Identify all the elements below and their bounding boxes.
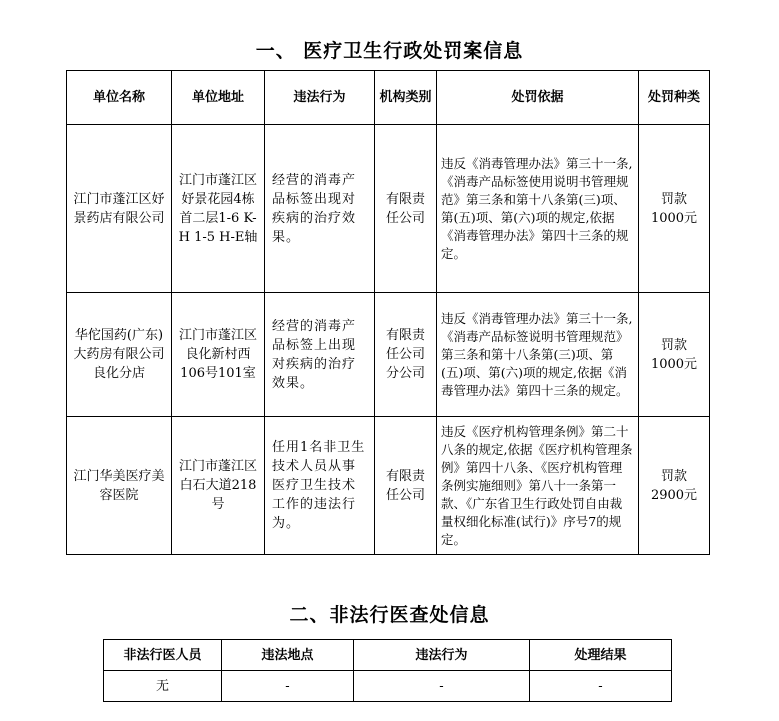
cell-basis: 违反《消毒管理办法》第三十一条,《消毒产品标签使用说明书管理规范》第三条和第十八条第(三)项、第(五)项、第(六)项的规定,依据《消毒管理办法》第四十三条的规定。 xyxy=(437,125,639,293)
section1-title: 一、 医疗卫生行政处罚案信息 xyxy=(255,40,524,62)
header-behavior: 违法行为 xyxy=(354,640,530,671)
cell-violation: 任用1名非卫生技术人员从事医疗卫生技术工作的违法行为。 xyxy=(265,417,375,555)
cell-unit-name: 华佗国药(广东)大药房有限公司良化分店 xyxy=(67,293,172,417)
table-row xyxy=(67,417,710,555)
cell-org-type: 有限责任公司 xyxy=(375,417,437,555)
cell-penalty: 罚款 1000元 xyxy=(639,125,710,293)
table-row xyxy=(104,671,672,702)
penalty-table-header xyxy=(67,71,710,125)
header-basis: 处罚依据 xyxy=(437,71,639,125)
cell-unit-name: 江门华美医疗美容医院 xyxy=(67,417,172,555)
cell-unit-address: 江门市蓬江区良化新村西106号101室 xyxy=(172,293,265,417)
illegal-practice-header xyxy=(104,640,672,671)
cell-basis: 违反《消毒管理办法》第三十一条,《消毒产品标签说明书管理规范》第三条和第十八条第(三)项、第(五)项、第(六)项的规定,依据《消毒管理办法》第四十三条的规定。 xyxy=(437,293,639,417)
header-location: 违法地点 xyxy=(222,640,354,671)
header-org-type: 机构类别 xyxy=(375,71,437,125)
cell-penalty: 罚款 1000元 xyxy=(639,293,710,417)
header-result: 处理结果 xyxy=(530,640,672,671)
cell-violation: 经营的消毒产品标签上出现对疾病的治疗效果。 xyxy=(265,293,375,417)
cell-result: - xyxy=(530,671,672,702)
header-penalty: 处罚种类 xyxy=(639,71,710,125)
table-row xyxy=(67,293,710,417)
cell-unit-name: 江门市蓬江区妤景药店有限公司 xyxy=(67,125,172,293)
header-unit-name: 单位名称 xyxy=(67,71,172,125)
cell-basis: 违反《医疗机构管理条例》第二十八条的规定,依据《医疗机构管理条例》第四十八条、《医疗机构管理条例实施细则》第八十一条第一款、《广东省卫生行政处罚自由裁量权细化标准(试行)》序号7的规定。 xyxy=(437,417,639,555)
cell-location: - xyxy=(222,671,354,702)
cell-unit-address: 江门市蓬江区妤景花园4栋首二层1-6 K-H 1-5 H-E轴 xyxy=(172,125,265,293)
header-unit-address: 单位地址 xyxy=(172,71,265,125)
header-person: 非法行医人员 xyxy=(104,640,222,671)
penalty-table xyxy=(66,70,710,555)
section2-title: 二、非法行医查处信息 xyxy=(289,604,490,626)
cell-behavior: - xyxy=(354,671,530,702)
table-row xyxy=(67,125,710,293)
cell-unit-address: 江门市蓬江区白石大道218号 xyxy=(172,417,265,555)
cell-person: 无 xyxy=(104,671,222,702)
cell-violation: 经营的消毒产品标签出现对疾病的治疗效果。 xyxy=(265,125,375,293)
cell-penalty: 罚款 2900元 xyxy=(639,417,710,555)
header-violation: 违法行为 xyxy=(265,71,375,125)
cell-org-type: 有限责任公司分公司 xyxy=(375,293,437,417)
illegal-practice-table xyxy=(103,639,672,702)
cell-org-type: 有限责任公司 xyxy=(375,125,437,293)
